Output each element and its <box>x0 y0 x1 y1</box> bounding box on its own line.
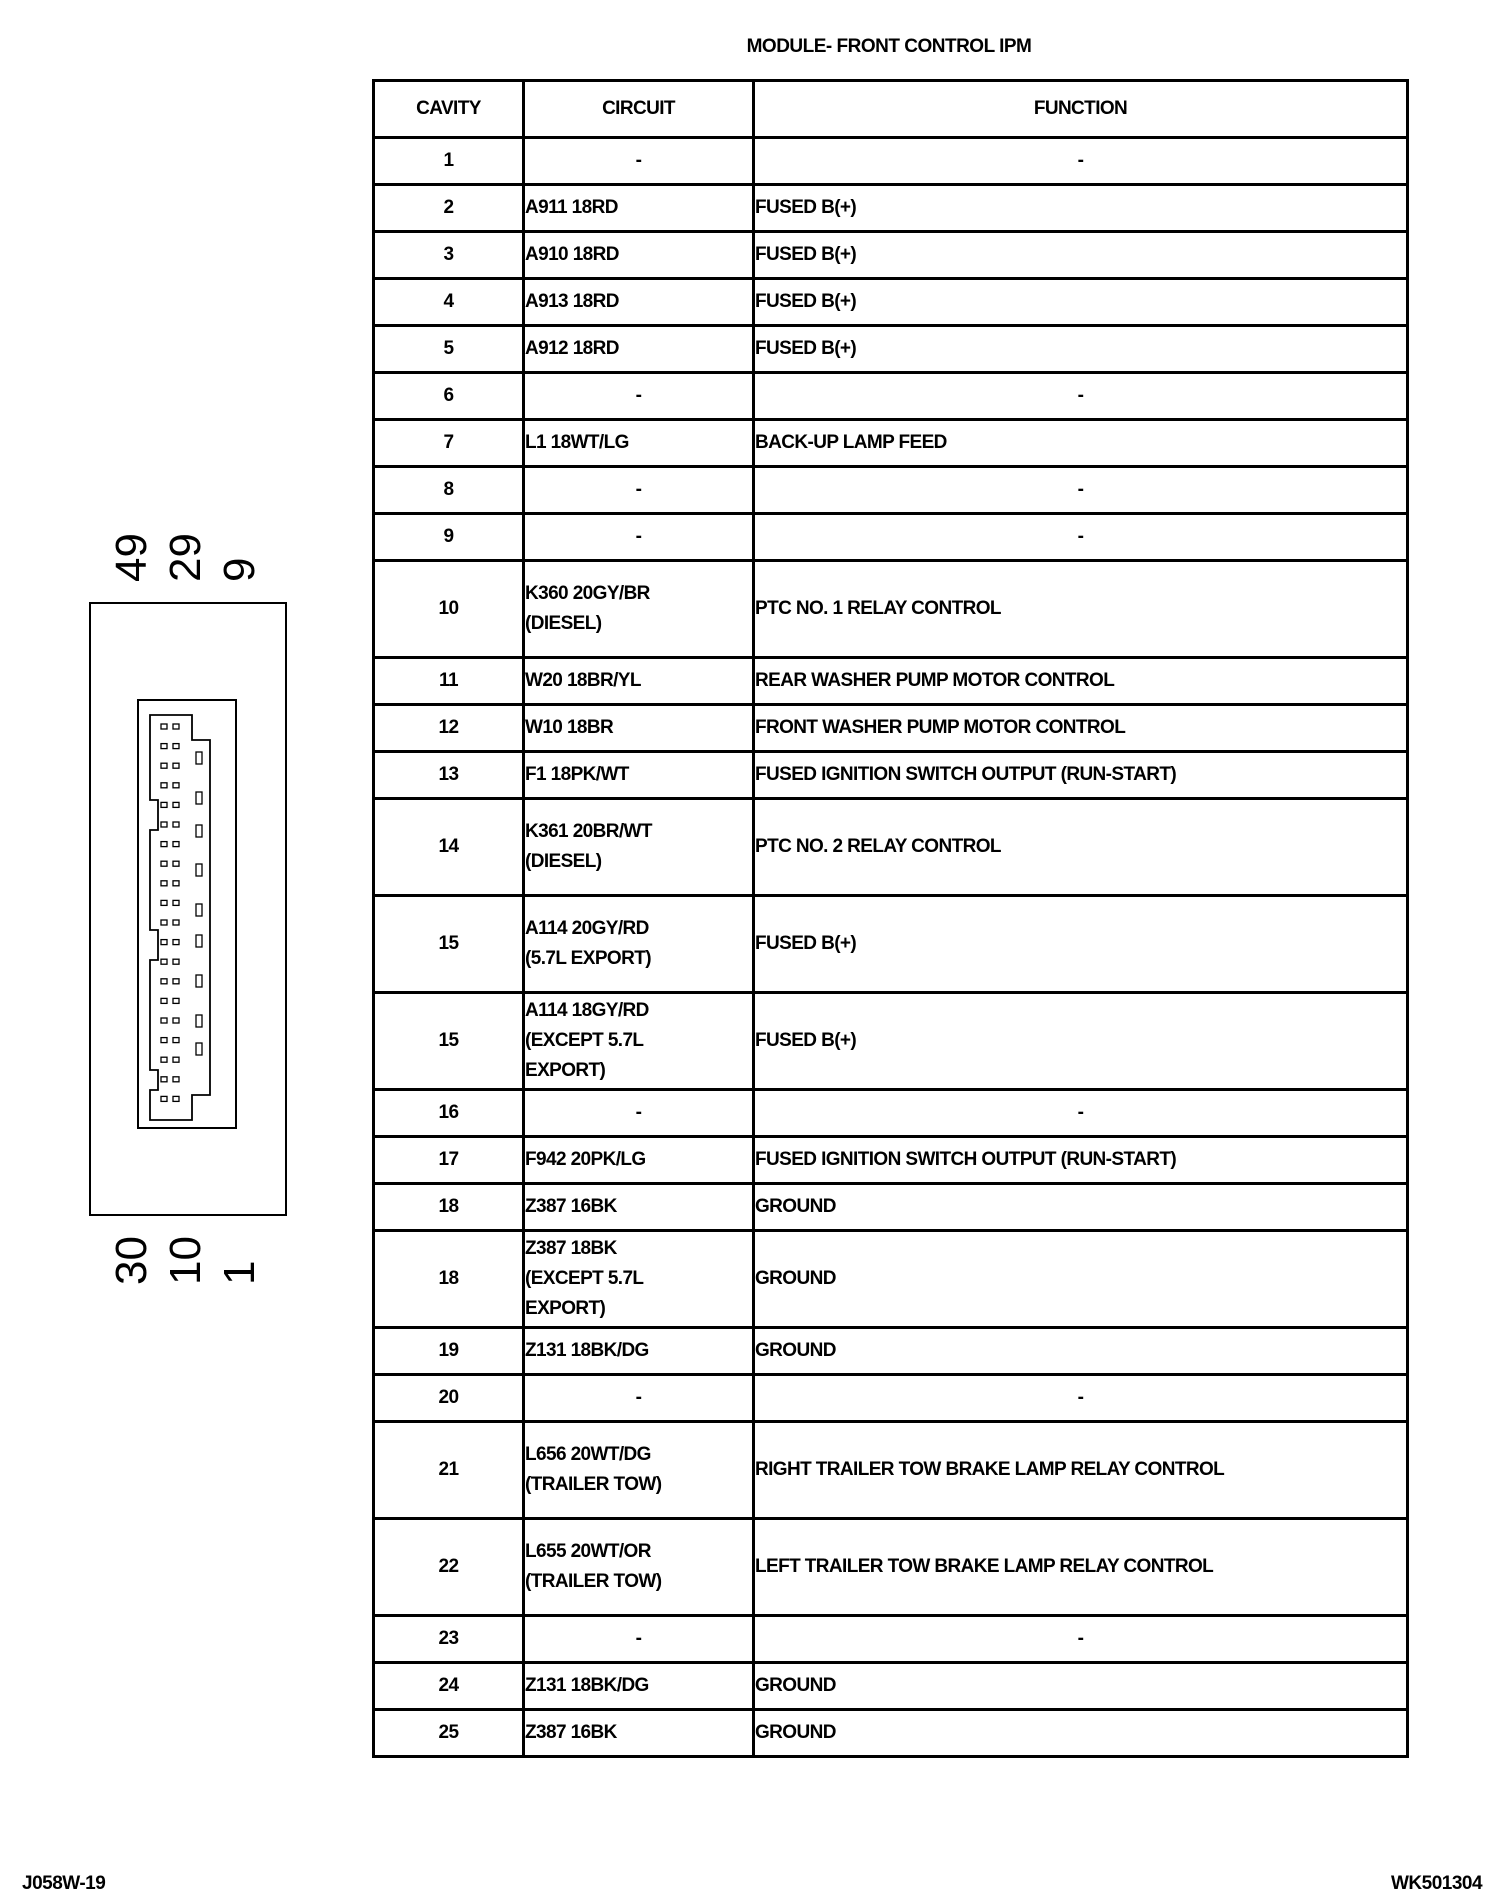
table-row <box>374 1519 1408 1616</box>
function-cell: PTC NO. 1 RELAY CONTROL <box>754 561 1408 658</box>
circuit-cell: - <box>524 1375 754 1422</box>
function-cell: - <box>754 373 1408 420</box>
pin-socket <box>161 822 167 827</box>
cavity-cell: 16 <box>374 1090 524 1137</box>
table-row <box>374 1616 1408 1663</box>
function-cell: GROUND <box>754 1663 1408 1710</box>
connector-keyway <box>150 715 210 1120</box>
table-row <box>374 1422 1408 1519</box>
function-cell: FUSED B(+) <box>754 185 1408 232</box>
circuit-cell: W20 18BR/YL <box>524 658 754 705</box>
table-row <box>374 1090 1408 1137</box>
circuit-cell: - <box>524 467 754 514</box>
cavity-cell: 21 <box>374 1422 524 1519</box>
function-cell: BACK-UP LAMP FEED <box>754 420 1408 467</box>
function-cell: FRONT WASHER PUMP MOTOR CONTROL <box>754 705 1408 752</box>
circuit-cell: - <box>524 138 754 185</box>
pin-label-49: 49 <box>107 533 156 582</box>
pin-socket <box>173 802 179 807</box>
cavity-cell: 23 <box>374 1616 524 1663</box>
table-row <box>374 279 1408 326</box>
cavity-cell: 22 <box>374 1519 524 1616</box>
pin-socket <box>173 998 179 1003</box>
pin-socket <box>161 940 167 945</box>
table-row <box>374 185 1408 232</box>
cavity-cell: 5 <box>374 326 524 373</box>
function-cell: - <box>754 514 1408 561</box>
circuit-cell: L655 20WT/OR (TRAILER TOW) <box>524 1519 754 1616</box>
cavity-cell: 15 <box>374 993 524 1090</box>
large-pin-socket <box>196 975 202 987</box>
table-row <box>374 1231 1408 1328</box>
pin-socket <box>161 1018 167 1023</box>
function-cell: - <box>754 1090 1408 1137</box>
table-row <box>374 896 1408 993</box>
function-cell: - <box>754 138 1408 185</box>
pin-socket <box>173 900 179 905</box>
large-pin-socket <box>196 752 202 764</box>
function-cell: FUSED B(+) <box>754 232 1408 279</box>
pin-socket <box>173 1018 179 1023</box>
cavity-cell: 17 <box>374 1137 524 1184</box>
pin-socket <box>173 861 179 866</box>
function-cell: - <box>754 1375 1408 1422</box>
function-cell: PTC NO. 2 RELAY CONTROL <box>754 799 1408 896</box>
pinout-table-body <box>374 138 1408 1757</box>
circuit-cell: Z131 18BK/DG <box>524 1663 754 1710</box>
function-cell: GROUND <box>754 1710 1408 1757</box>
pin-socket <box>173 959 179 964</box>
cavity-cell: 18 <box>374 1231 524 1328</box>
pin-label-29: 29 <box>161 533 210 582</box>
table-row <box>374 1328 1408 1375</box>
circuit-cell: A911 18RD <box>524 185 754 232</box>
table-row <box>374 1184 1408 1231</box>
connector-housing <box>90 603 286 1215</box>
cavity-cell: 11 <box>374 658 524 705</box>
pin-socket <box>161 920 167 925</box>
circuit-cell: Z387 16BK <box>524 1710 754 1757</box>
pin-socket <box>173 842 179 847</box>
circuit-cell: L656 20WT/DG (TRAILER TOW) <box>524 1422 754 1519</box>
pin-socket <box>173 724 179 729</box>
table-row <box>374 1375 1408 1422</box>
pin-socket <box>161 900 167 905</box>
function-cell: GROUND <box>754 1328 1408 1375</box>
table-header-row <box>374 81 1408 138</box>
pinout-table <box>372 79 1409 1758</box>
table-row <box>374 232 1408 279</box>
large-pin-socket <box>196 864 202 876</box>
pin-socket <box>161 1096 167 1101</box>
pin-label-1: 1 <box>215 1260 264 1285</box>
circuit-cell: - <box>524 373 754 420</box>
table-row <box>374 373 1408 420</box>
table-row <box>374 561 1408 658</box>
pin-socket <box>173 783 179 788</box>
function-cell: FUSED IGNITION SWITCH OUTPUT (RUN-START) <box>754 1137 1408 1184</box>
table-row <box>374 326 1408 373</box>
circuit-cell: A913 18RD <box>524 279 754 326</box>
pin-socket <box>173 881 179 886</box>
connector-diagram <box>88 530 288 1285</box>
large-pin-socket <box>196 792 202 804</box>
cavity-cell: 4 <box>374 279 524 326</box>
function-cell: FUSED B(+) <box>754 326 1408 373</box>
cavity-cell: 2 <box>374 185 524 232</box>
table-row <box>374 1710 1408 1757</box>
document-code: WK501304 <box>1391 1873 1483 1894</box>
cavity-cell: 1 <box>374 138 524 185</box>
cavity-cell: 15 <box>374 896 524 993</box>
cavity-cell: 25 <box>374 1710 524 1757</box>
circuit-cell: Z131 18BK/DG <box>524 1328 754 1375</box>
pin-socket <box>161 1077 167 1082</box>
cavity-cell: 14 <box>374 799 524 896</box>
cavity-cell: 8 <box>374 467 524 514</box>
large-pin-socket <box>196 1043 202 1055</box>
pin-socket <box>173 744 179 749</box>
function-cell: FUSED B(+) <box>754 993 1408 1090</box>
function-cell: REAR WASHER PUMP MOTOR CONTROL <box>754 658 1408 705</box>
pin-socket <box>173 940 179 945</box>
pin-socket <box>173 1096 179 1101</box>
circuit-cell: K361 20BR/WT (DIESEL) <box>524 799 754 896</box>
circuit-cell: - <box>524 514 754 561</box>
pin-socket <box>173 822 179 827</box>
circuit-cell: F942 20PK/LG <box>524 1137 754 1184</box>
circuit-cell: A912 18RD <box>524 326 754 373</box>
table-row <box>374 1137 1408 1184</box>
cavity-cell: 9 <box>374 514 524 561</box>
cavity-cell: 6 <box>374 373 524 420</box>
pin-socket <box>161 979 167 984</box>
pin-socket <box>161 1057 167 1062</box>
pin-socket <box>173 1077 179 1082</box>
pin-socket <box>173 979 179 984</box>
connector-bottom-labels <box>107 1236 264 1285</box>
pin-label-30: 30 <box>107 1236 156 1285</box>
large-pin-socket <box>196 1015 202 1027</box>
circuit-cell: Z387 18BK (EXCEPT 5.7L EXPORT) <box>524 1231 754 1328</box>
function-cell: FUSED B(+) <box>754 279 1408 326</box>
pin-socket <box>173 920 179 925</box>
pin-socket <box>173 1038 179 1043</box>
function-cell: LEFT TRAILER TOW BRAKE LAMP RELAY CONTROL <box>754 1519 1408 1616</box>
pin-socket <box>161 744 167 749</box>
circuit-cell: W10 18BR <box>524 705 754 752</box>
table-row <box>374 467 1408 514</box>
circuit-cell: A114 20GY/RD (5.7L EXPORT) <box>524 896 754 993</box>
table-row <box>374 993 1408 1090</box>
function-cell: RIGHT TRAILER TOW BRAKE LAMP RELAY CONTROL <box>754 1422 1408 1519</box>
circuit-cell: A910 18RD <box>524 232 754 279</box>
pin-socket <box>161 842 167 847</box>
circuit-cell: K360 20GY/BR (DIESEL) <box>524 561 754 658</box>
cavity-cell: 18 <box>374 1184 524 1231</box>
cavity-cell: 12 <box>374 705 524 752</box>
circuit-cell: Z387 16BK <box>524 1184 754 1231</box>
cavity-cell: 24 <box>374 1663 524 1710</box>
table-row <box>374 1663 1408 1710</box>
large-pin-socket <box>196 825 202 837</box>
function-cell: - <box>754 467 1408 514</box>
circuit-cell: - <box>524 1090 754 1137</box>
pin-label-9: 9 <box>215 557 264 582</box>
table-row <box>374 138 1408 185</box>
function-cell: GROUND <box>754 1231 1408 1328</box>
pin-label-10: 10 <box>161 1236 210 1285</box>
function-cell: FUSED B(+) <box>754 896 1408 993</box>
pin-socket <box>161 763 167 768</box>
cavity-cell: 7 <box>374 420 524 467</box>
connector-face <box>138 700 236 1128</box>
function-cell: - <box>754 1616 1408 1663</box>
table-row <box>374 420 1408 467</box>
large-pin-socket <box>196 904 202 916</box>
cavity-cell: 20 <box>374 1375 524 1422</box>
cavity-cell: 19 <box>374 1328 524 1375</box>
pin-socket <box>161 861 167 866</box>
circuit-cell: F1 18PK/WT <box>524 752 754 799</box>
connector-top-labels <box>107 533 264 582</box>
header-circuit: CIRCUIT <box>524 81 754 138</box>
pin-socket <box>161 881 167 886</box>
pin-socket <box>173 1057 179 1062</box>
pin-socket <box>161 802 167 807</box>
connector-pin-grid <box>161 724 202 1101</box>
function-cell: GROUND <box>754 1184 1408 1231</box>
cavity-cell: 3 <box>374 232 524 279</box>
function-cell: FUSED IGNITION SWITCH OUTPUT (RUN-START) <box>754 752 1408 799</box>
cavity-cell: 10 <box>374 561 524 658</box>
table-row <box>374 658 1408 705</box>
circuit-cell: - <box>524 1616 754 1663</box>
table-row <box>374 752 1408 799</box>
pin-socket <box>161 998 167 1003</box>
figure-code: J058W-19 <box>22 1873 106 1894</box>
circuit-cell: A114 18GY/RD (EXCEPT 5.7L EXPORT) <box>524 993 754 1090</box>
cavity-cell: 13 <box>374 752 524 799</box>
table-row <box>374 799 1408 896</box>
large-pin-socket <box>196 935 202 947</box>
table-row <box>374 514 1408 561</box>
pin-socket <box>161 724 167 729</box>
pin-socket <box>173 763 179 768</box>
header-cavity: CAVITY <box>374 81 524 138</box>
header-function: FUNCTION <box>754 81 1408 138</box>
circuit-cell: L1 18WT/LG <box>524 420 754 467</box>
pin-socket <box>161 1038 167 1043</box>
pin-socket <box>161 959 167 964</box>
pin-socket <box>161 783 167 788</box>
table-row <box>374 705 1408 752</box>
diagram-title: MODULE- FRONT CONTROL IPM <box>746 36 1032 57</box>
